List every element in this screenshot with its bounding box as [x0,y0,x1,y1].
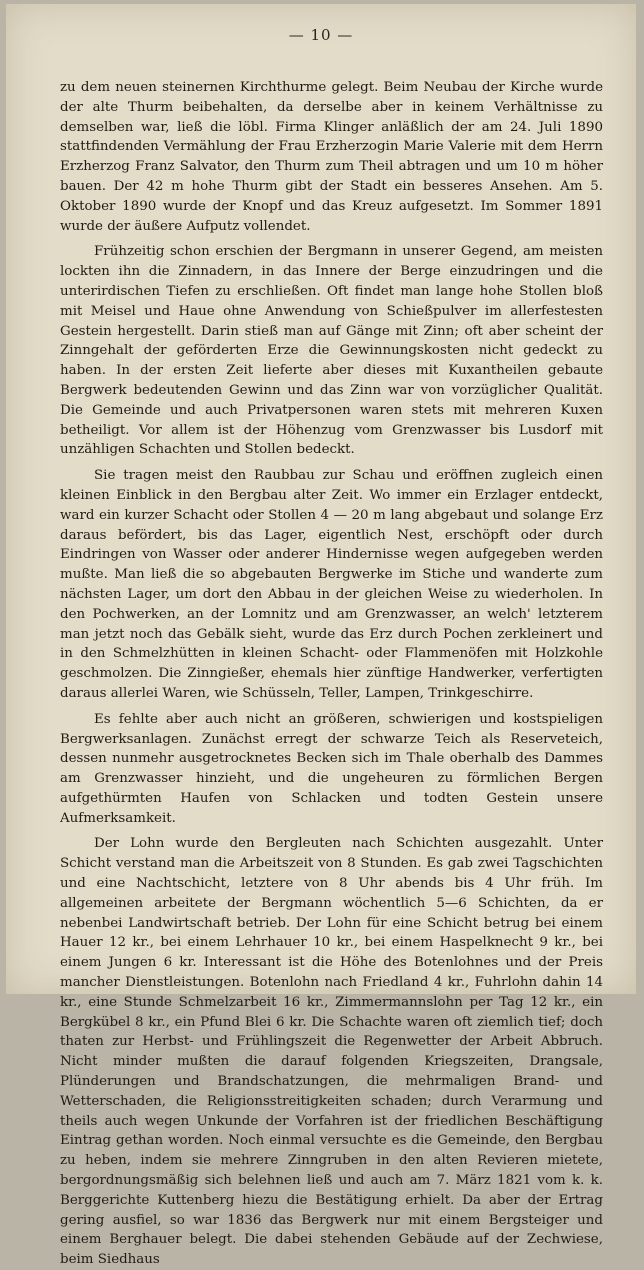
paragraph-4: Es fehlte aber auch nicht an größeren, schwierigen und kostspieligen Bergwerksanlagen. Zunächst erregt der schwarze Teich als Reserveteich, dessen nunmehr ausgetrocknetes Becken sich im Thale oberhalb des Dammes am Grenzwasser hinzieht, und die ungeheuren zu förmlichen Bergen aufgethürmten Haufen von Schlacken und todten Gestein unsere Aufmerksamkeit. [60,711,603,826]
paragraph-3: Sie tragen meist den Raubbau zur Schau und eröffnen zugleich einen kleinen Einblick in den Bergbau alter Zeit. Wo immer ein Erzlager entdeckt, ward ein kurzer Schacht oder Stollen 4 — 20 m lang abgebaut und solange Erz daraus befördert, bis das Lager, eigentlich Nest, erschöpft oder durch Eindringen von Wasser oder anderer Hindernisse wegen aufgegeben werden mußte. Man ließ die so abgebauten Bergwerke im Stiche und wanderte zum nächsten Lager, um dort den Abbau in der gleichen Weise zu wiederholen. In den Pochwerken, an der Lomnitz und am Grenzwasser, an welch' letzterem man jetzt noch das Gebälk sieht, wurde das Erz durch Pochen zerkleinert und in den Schmelzhütten in kleinen Schacht- oder Flammenöfen mit Holzkohle geschmolzen. Die Zinngießer, ehemals hier zünftige Handwerker, verfertigten daraus allerlei Waren, wie Schüsseln, Teller, Lampen, Trinkgeschirre. [60,468,603,701]
page-number: — 10 — [288,26,354,44]
book-page [6,4,636,1268]
paragraph-2: Frühzeitig schon erschien der Bergmann in unserer Gegend, am meisten lockten ihn die Zinnadern, in das Innere der Berge einzudringen und die unterirdischen Tiefen zu erschließen. Oft findet man lange hohe Stollen bloß mit Meisel und Haue ohne Anwendung von Schießpulver im allerfestesten Gestein hergestellt. Darin stieß man auf Gänge mit Zinn; oft aber scheint der Zinngehalt der geförderten Erze die Gewinnungskosten nicht gedeckt zu haben. In der ersten Zeit lieferte aber dieses mit Kuxantheilen gebaute Bergwerk bedeutenden Gewinn und das Zinn war von vorzüglicher Qualität. Die Gemeinde und auch Privatpersonen waren stets mit mehreren Kuxen betheiligt. Vor allem ist der Höhenzug vom Grenzwasser bis Lusdorf mit unzähligen Schachten und Stollen bedeckt. [60,244,603,458]
body-text [60,78,603,1270]
paragraph-5: Der Lohn wurde den Bergleuten nach Schichten ausgezahlt. Unter Schicht verstand man die Arbeitszeit von 8 Stunden. Es gab zwei Tagschichten und eine Nachtschicht, letztere von 8 Uhr abends bis 4 Uhr früh. Im allgemeinen arbeitete der Bergmann wöchentlich 5—6 Schichten, da er nebenbei Landwirtschaft betrieb. Der Lohn für eine Schicht betrug bei einem Hauer 12 kr., bei einem Lehrhauer 10 kr., bei einem Haspelknecht 9 kr., bei einem Jungen 6 kr. Interessant ist die Höhe des Botenlohnes und der Preis mancher Dienstleistungen. Botenlohn nach Friedland 4 kr., Fuhrlohn dahin 14 kr., eine Stunde Schmelzarbeit 16 kr., Zimmermannslohn per Tag 12 kr., ein Bergkübel 8 kr., ein Pfund Blei 6 kr. Die Schachte waren oft ziemlich tief; doch thaten zur Herbst- und Frühlingszeit die Regenwetter der Arbeit Abbruch. Nicht minder mußten die darauf folgenden Kriegszeiten, Drangsale, Plünderungen und Brandschatzungen, die mehrmaligen Brand- und Wetterschaden, die Religionsstreitigkeiten schaden; durch Verarmung und theils auch wegen Unkunde der Vorfahren ist der friedlichen Beschäftigung Eintrag gethan worden. Noch einmal versuchte es die Gemeinde, den Bergbau zu heben, indem sie mehrere Zinngruben in den alten Revieren mietete, bergordnungsmäßig sich belehnen ließ und auch am 7. März 1821 vom k. k. Berggerichte Kuttenberg hiezu die Bestätigung erhielt. Da aber der Ertrag gering ausfiel, so war 1836 das Bergwerk nur mit einem Bergsteiger und einem Berghauer belegt. Die dabei stehenden Gebäude auf der Zechwiese, beim Siedhaus [60,836,603,1268]
paragraph-1: zu dem neuen steinernen Kirchthurme gelegt. Beim Neubau der Kirche wurde der alte Thurm beibehalten, da derselbe aber in keinem Verhältnisse zu demselben war, ließ die löbl. Firma Klinger anläßlich der am 24. Juli 1890 stattfindenden Vermählung der Frau Erzherzogin Marie Valerie mit dem Herrn Erzherzog Franz Salvator, den Thurm zum Theil abtragen und um 10 m höher bauen. Der 42 m hohe Thurm gibt der Stadt ein besseres Ansehen. Am 5. Oktober 1890 wurde der Knopf und das Kreuz aufgesetzt. Im Sommer 1891 wurde der äußere Aufputz vollendet. [60,80,603,234]
